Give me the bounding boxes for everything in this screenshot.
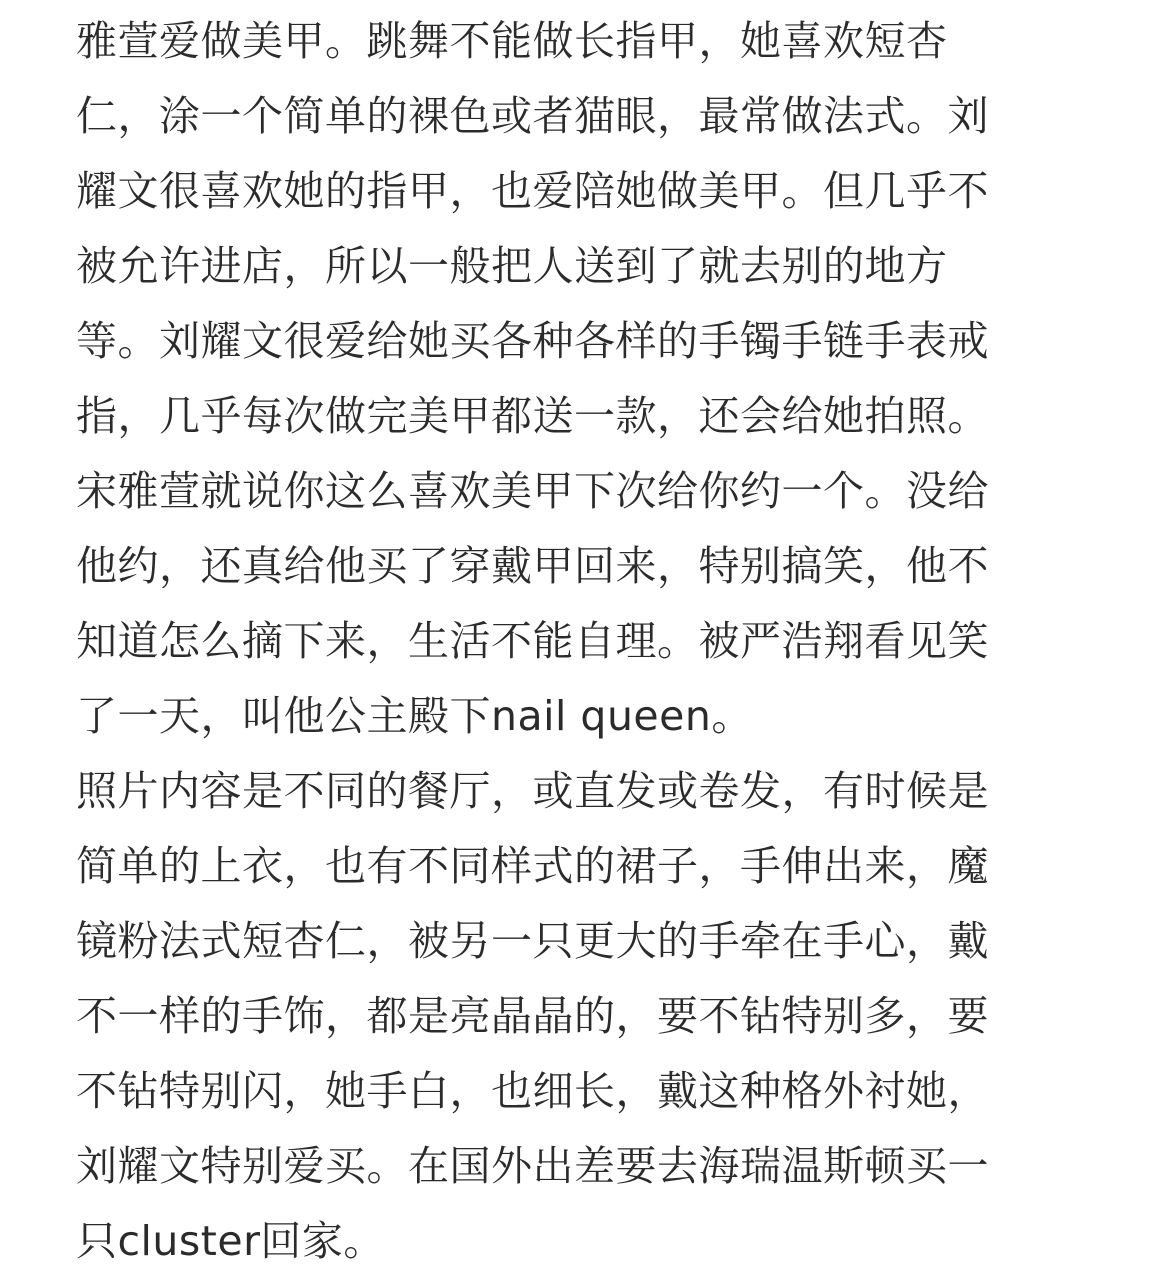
paragraph-1 [76, 4, 1076, 754]
text-line: 知道怎么摘下来，生活不能自理。被严浩翔看见笑 [76, 617, 989, 665]
text-line: 不一样的手饰，都是亮晶晶的，要不钻特别多，要 [76, 992, 989, 1040]
text-line: 简单的上衣，也有不同样式的裙子，手伸出来，魔 [76, 842, 989, 890]
text-line: 雅萱爱做美甲。跳舞不能做长指甲，她喜欢短杏 [76, 17, 948, 65]
article-body [76, 4, 1076, 1279]
text-line: 镜粉法式短杏仁，被另一只更大的手牵在手心，戴 [76, 917, 989, 965]
text-line: 仁，涂一个简单的裸色或者猫眼，最常做法式。刘 [76, 92, 989, 140]
text-line: 等。刘耀文很爱给她买各种各样的手镯手链手表戒 [76, 317, 989, 365]
text-line: 耀文很喜欢她的指甲，也爱陪她做美甲。但几乎不 [76, 167, 989, 215]
text-line: 被允许进店，所以一般把人送到了就去别的地方 [76, 242, 948, 290]
text-line: 刘耀文特别爱买。在国外出差要去海瑞温斯顿买一 [76, 1142, 989, 1190]
paragraph-2 [76, 754, 1076, 1279]
text-line: 指，几乎每次做完美甲都送一款，还会给她拍照。 [76, 392, 989, 440]
text-line: 宋雅萱就说你这么喜欢美甲下次给你约一个。没给 [76, 467, 989, 515]
text-line: 不钻特别闪，她手白，也细长，戴这种格外衬她， [76, 1067, 989, 1115]
text-line: 只cluster回家。 [76, 1217, 385, 1265]
text-line: 了一天，叫他公主殿下nail queen。 [76, 692, 753, 740]
text-line: 照片内容是不同的餐厅，或直发或卷发，有时候是 [76, 767, 989, 815]
text-line: 他约，还真给他买了穿戴甲回来，特别搞笑，他不 [76, 542, 989, 590]
